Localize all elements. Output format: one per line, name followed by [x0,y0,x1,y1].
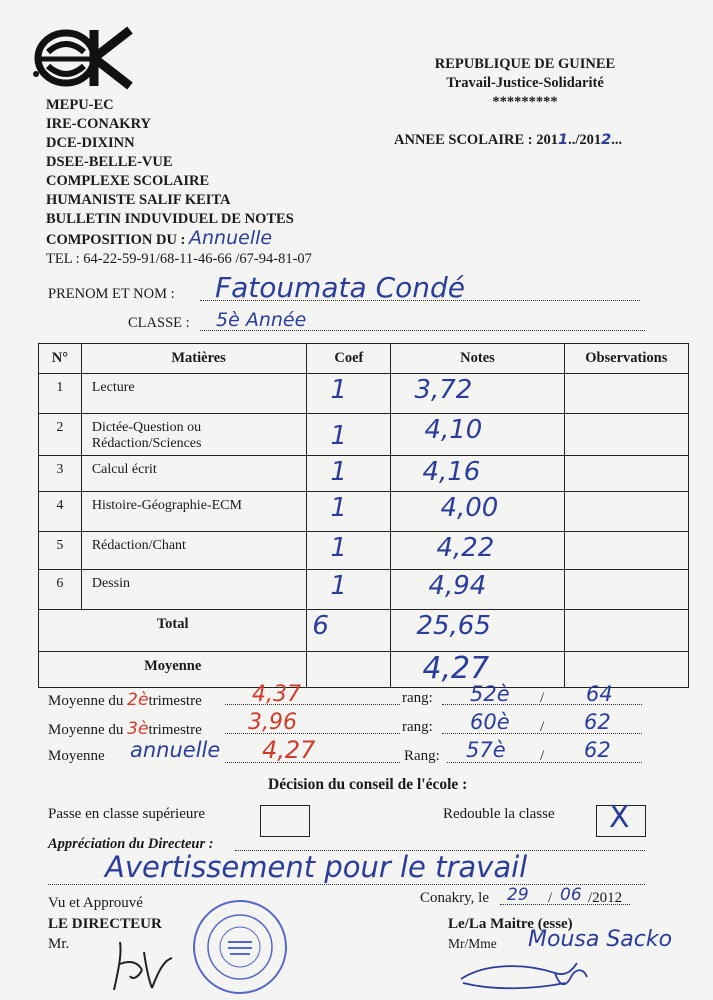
pass-checkbox[interactable] [260,805,310,837]
total-coef: 6 [312,611,329,641]
row-observation [564,532,688,570]
table-header-row [39,344,689,374]
row-number: 6 [39,570,82,610]
header-line: HUMANISTE SALIF KEITA [46,192,231,208]
republic-stars: ********* [492,94,558,110]
t3-sup: 3è [127,719,149,739]
school-year-hand: 2 [601,132,612,148]
table-row [39,456,689,492]
republic-name: REPUBLIQUE DE GUINEE [434,56,616,72]
t2-suffix: trimestre [148,693,202,709]
republic-header [410,55,640,112]
redouble-label: Redouble la classe [443,806,555,822]
average-label: Moyenne [39,652,307,688]
row-number: 1 [39,374,82,414]
signoff-day: 29 [507,885,529,905]
director-label: LE DIRECTEUR [48,916,162,932]
signoff-month: 06 [560,885,582,905]
grades-table [38,343,689,688]
mr-mme-label: Mr/Mme [448,936,497,951]
redouble-checkbox[interactable] [596,800,646,837]
t3-rang-label: rang: [402,719,433,735]
row-note: 4,22 [436,533,495,563]
row-number: 4 [39,492,82,532]
row-note: 4,00 [440,493,499,523]
signoff-year: /2012 [588,890,623,906]
row-subject: Rédaction/Chant [81,532,307,570]
school-year-mid: ../201 [568,132,602,148]
school-logo [30,22,148,92]
school-year-label: ANNEE SCOLAIRE : 201 [394,132,558,148]
annual-slash: / [540,748,545,764]
director-signature [108,932,178,994]
class-label: CLASSE : [128,315,190,331]
row-note: 3,72 [414,375,473,405]
total-observation [564,610,688,652]
annual-total: 62 [584,738,611,762]
row-observation [564,374,688,414]
row-number: 5 [39,532,82,570]
header-line: MEPU-EC [46,97,114,113]
school-year [394,132,622,149]
row-coef: 1 [330,571,347,601]
header-coef: Coef [307,344,391,374]
t2-total: 64 [586,682,613,706]
row-note: 4,16 [422,457,481,487]
annual-rang-label: Rang: [404,748,440,764]
t2-sup: 2è [127,690,149,710]
director-mr: Mr. [48,936,70,952]
maitre-label: Le/La Maitre (esse) [448,916,573,932]
header-observations: Observations [564,344,688,374]
row-coef: 1 [330,421,347,451]
composition-label: COMPOSITION DU : [46,232,186,248]
total-label: Total [39,610,307,652]
average-note: 4,27 [422,651,490,686]
row-note: 4,94 [428,571,487,601]
maitre-signature [455,955,605,995]
appreciation-label: Appréciation du Directeur : [48,836,214,852]
row-subject: Dessin [81,570,307,610]
annual-rank-dots [447,762,642,763]
t3-label: Moyenne du [48,722,124,738]
name-label: PRENOM ET NOM : [48,286,175,302]
school-header [46,96,312,269]
annual-rank: 57è [466,738,506,762]
header-notes: Notes [391,344,564,374]
row-note: 4,10 [424,415,483,445]
stamp-icon [195,902,285,992]
maitre-name: Mousa Sacko [528,927,673,952]
t3-slash: / [540,719,545,735]
row-number: 2 [39,414,82,456]
bulletin-title: BULLETIN INDUVIDUEL DE NOTES [46,211,294,227]
row-coef: 1 [330,493,347,523]
t2-rang-label: rang: [402,690,433,706]
school-year-hand: 1 [557,132,569,148]
republic-motto: Travail-Justice-Solidarité [446,75,604,91]
row-observation [564,570,688,610]
header-line: DSEE-BELLE-VUE [46,154,173,170]
t2-label: Moyenne du [48,693,124,709]
header-line: IRE-CONAKRY [46,116,152,132]
annual-average-label: Moyenne [48,748,105,764]
row-observation [564,492,688,532]
t3-average-value: 3,96 [248,710,297,735]
row-subject: Lecture [81,374,307,414]
class-value: 5è Année [216,309,307,331]
t2-slash: / [540,690,545,706]
row-coef: 1 [330,457,347,487]
header-line: DCE-DIXINN [46,135,135,151]
row-coef: 1 [330,375,347,405]
appreciation-dots-2 [48,884,645,885]
table-row [39,570,689,610]
t2-average-label [48,690,202,710]
row-subject: Histoire-Géographie-ECM [81,492,307,532]
table-row [39,492,689,532]
header-line: COMPLEXE SCOLAIRE [46,173,210,189]
annual-average-value: 4,27 [262,736,316,764]
row-number: 3 [39,456,82,492]
annual-hand: annuelle [130,738,221,762]
t3-average-label [48,719,202,739]
header-subject: Matières [81,344,307,374]
table-row [39,414,689,456]
row-observation [564,456,688,492]
composition-line [46,229,312,250]
pass-label: Passe en classe supérieure [48,806,206,822]
average-coef [307,652,391,688]
table-row [39,532,689,570]
row-coef: 1 [330,533,347,563]
row-subject [81,414,307,456]
row-subject-line1: Dictée-Question ou [91,420,202,435]
total-row [39,610,689,652]
date-slash: / [548,890,553,906]
t2-rank: 52è [470,682,510,706]
t3-suffix: trimestre [148,722,202,738]
row-observation [564,414,688,456]
total-note: 25,65 [416,611,491,641]
school-stamp [193,900,287,994]
appreciation-value: Avertissement pour le travail [105,850,528,884]
telephone: TEL : 64-22-59-91/68-11-46-66 /67-94-81-07 [46,251,312,267]
student-name: Fatoumata Condé [215,271,466,304]
row-subject-line2: Rédaction/Sciences [91,436,202,451]
composition-value: Annuelle [189,227,273,249]
table-row [39,374,689,414]
row-subject: Calcul écrit [81,456,307,492]
t2-average-value: 4,37 [252,682,301,707]
school-year-end: ... [611,132,623,148]
decision-title: Décision du conseil de l'école : [268,776,468,793]
signoff-place: Conakry, le [420,890,490,906]
t3-rank: 60è [470,710,510,734]
vu-approuve: Vu et Approuvé [48,895,143,911]
t3-total: 62 [584,710,611,734]
redouble-mark: X [609,800,630,835]
average-observation [564,652,688,688]
header-number: N° [39,344,82,374]
